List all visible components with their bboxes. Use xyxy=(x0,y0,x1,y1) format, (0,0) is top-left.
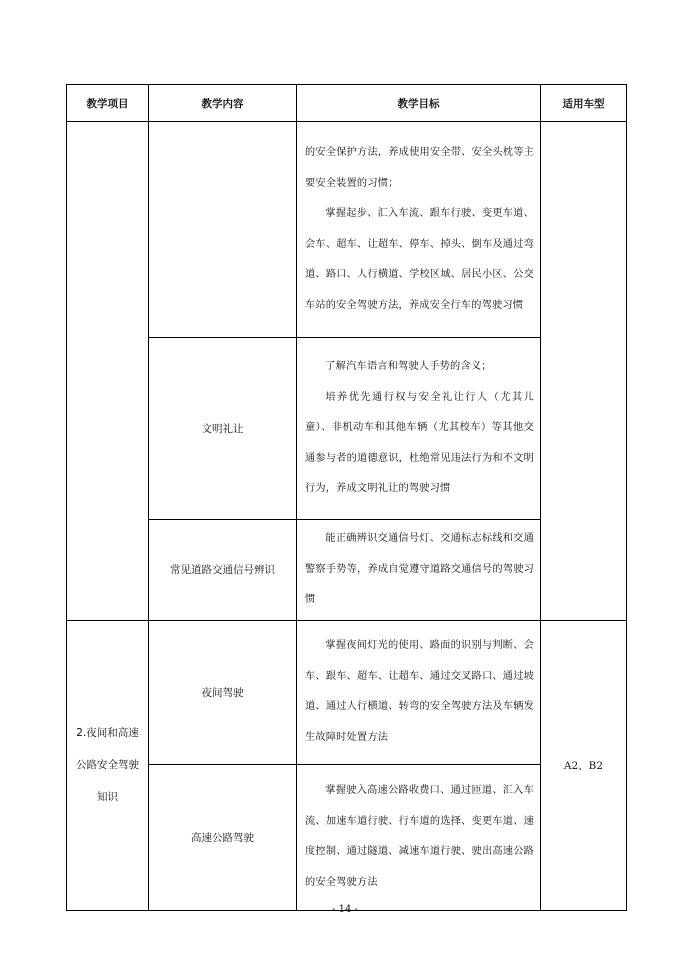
content-cell: 夜间驾驶 xyxy=(149,620,297,764)
project-cell-empty xyxy=(67,122,149,621)
project-text: 2.夜间和高速 xyxy=(76,727,139,739)
curriculum-table xyxy=(66,84,627,911)
goal-text: 掌握起步、汇入车流、跟车行驶、变更车道、会车、超车、让超车、停车、掉头、倒车及通过弯道、路口、人行横道、学校区域、居民小区、公交车站的安全驾驶方法，养成安全行车的驾驶习惯 xyxy=(305,208,534,311)
goal-text: 掌握夜间灯光的使用、路面的识别与判断、会车、跟车、超车、让超车、通过交叉路口、通过坡道、通过人行横道、转弯的安全驾驶方法及车辆发生故障时处置方法 xyxy=(305,640,534,743)
project-cell xyxy=(67,620,149,910)
project-text: 公路安全驾驶 xyxy=(76,759,139,771)
header-vehicle: 适用车型 xyxy=(541,85,627,122)
goal-text: 的安全保护方法，养成使用安全带、安全头枕等主要安全装置的习惯； xyxy=(305,147,534,189)
goal-text: 能正确辨识交通信号灯、交通标志标线和交通警察手势等，养成自觉遵守道路交通信号的驾驶习惯 xyxy=(305,533,534,605)
vehicle-cell: A2、B2 xyxy=(541,620,627,910)
goal-cell xyxy=(297,520,541,621)
page-number: - 14 - xyxy=(332,904,358,915)
header-project: 教学项目 xyxy=(67,85,149,122)
header-content: 教学内容 xyxy=(149,85,297,122)
content-cell-empty xyxy=(149,122,297,338)
header-goal: 教学目标 xyxy=(297,85,541,122)
table-header-row xyxy=(67,85,627,122)
goal-cell xyxy=(297,620,541,764)
table-row xyxy=(67,620,627,764)
goal-cell xyxy=(297,338,541,520)
table-row xyxy=(67,122,627,338)
goal-text: 培养优先通行权与安全礼让行人（尤其儿童）、非机动车和其他车辆（尤其校车）等其他交通参与者的道德意识，杜绝常见违法行为和不文明行为，养成文明礼让的驾驶习惯 xyxy=(305,391,534,495)
content-cell: 高速公路驾驶 xyxy=(149,764,297,910)
content-cell: 文明礼让 xyxy=(149,338,297,520)
goal-cell xyxy=(297,122,541,338)
content-cell: 常见道路交通信号辨识 xyxy=(149,520,297,621)
goal-cell xyxy=(297,764,541,910)
vehicle-cell-empty xyxy=(541,122,627,621)
goal-text: 了解汽车语言和驾驶人手势的含义； xyxy=(325,361,492,373)
project-text: 知识 xyxy=(97,791,118,803)
goal-text: 掌握驶入高速公路收费口、通过匝道、汇入车流、加速车道行驶、行车道的选择、变更车道、速度控制、通过隧道、减速车道行驶、驶出高速公路的安全驾驶方法 xyxy=(305,785,534,888)
